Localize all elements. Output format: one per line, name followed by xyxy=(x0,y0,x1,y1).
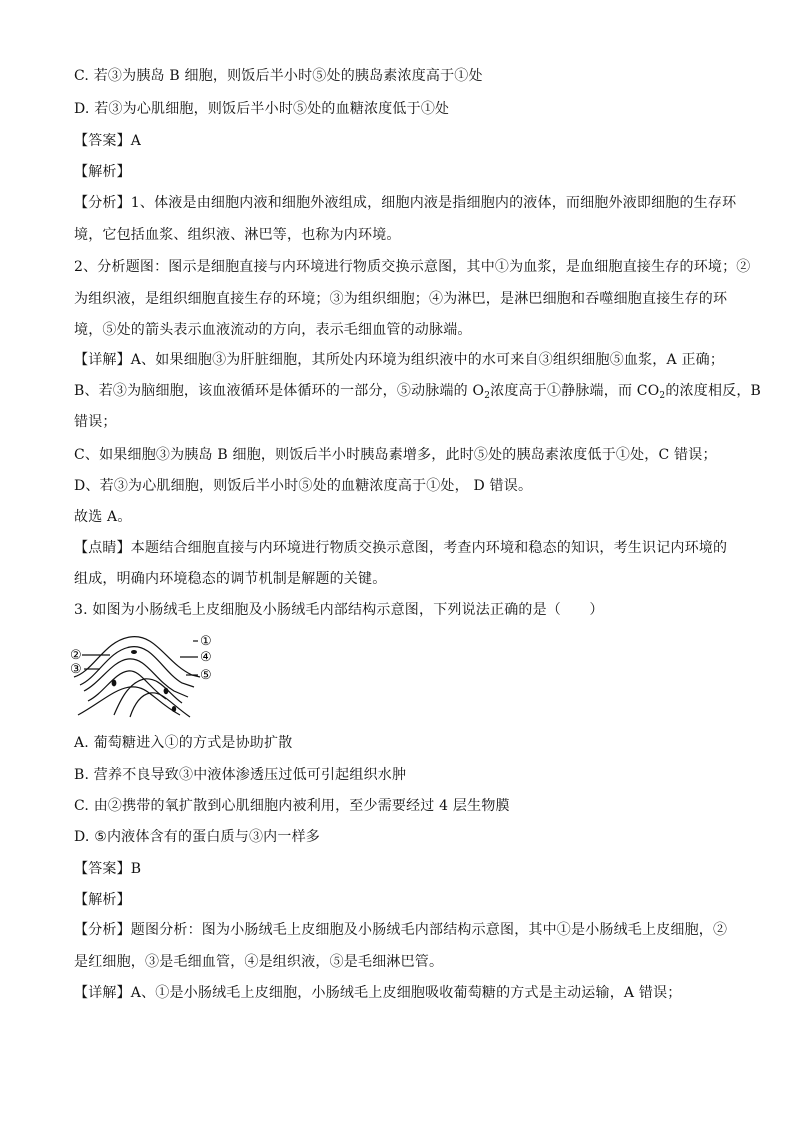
choose-line: 故选 A。 xyxy=(74,509,132,525)
label-1: ① xyxy=(200,634,212,649)
analysis-para-1b: 境，它包括血浆、组织液、淋巴等，也称为内环境。 xyxy=(74,227,401,243)
analysis-para-2b: 为组织液，是组织细胞直接生存的环境；③为组织细胞；④为淋巴，是淋巴细胞和吞噬细胞直接生存的环 xyxy=(74,291,728,307)
analysis-label: 【解析】 xyxy=(74,892,131,908)
detail-b-sub2: 2 xyxy=(659,391,666,401)
detail-a: 【详解】A、如果细胞③为肝脏细胞，其所处内环境为组织液中的水可来自③组织细胞⑤血浆，A 正确； xyxy=(74,352,725,368)
analysis-q3-a: 【分析】题图分析：图为小肠绒毛上皮细胞及小肠绒毛内部结构示意图，其中①是小肠绒毛上皮细胞，② xyxy=(74,922,728,938)
label-4: ④ xyxy=(200,650,212,665)
option-c-prev: C. 若③为胰岛 B 细胞，则饭后半小时⑤处的胰岛素浓度高于①处 xyxy=(74,68,483,84)
label-3: ③ xyxy=(70,662,82,677)
detail-b-post: 的浓度相反，B xyxy=(665,383,762,399)
label-5: ⑤ xyxy=(200,668,212,683)
analysis-para-1a: 【分析】1、体液是由细胞内液和细胞外液组成，细胞内液是指细胞内的液体，而细胞外液即细胞的生存环 xyxy=(74,195,737,211)
villus-diagram xyxy=(70,631,218,719)
detail-q3-a: 【详解】A、①是小肠绒毛上皮细胞，小肠绒毛上皮细胞吸收葡萄糖的方式是主动运输，A 错误； xyxy=(74,985,682,1001)
detail-b-pre: B、若③为脑细胞，该血液循环是体循环的一部分，⑤动脉端的 O xyxy=(74,383,485,399)
label-2: ② xyxy=(70,648,82,663)
comment-b: 组成，明确内环境稳态的调节机制是解题的关键。 xyxy=(74,571,387,587)
comment-a: 【点睛】本题结合细胞直接与内环境进行物质交换示意图，考查内环境和稳态的知识，考生识记内环境的 xyxy=(74,540,728,556)
option-a: A. 葡萄糖进入①的方式是协助扩散 xyxy=(74,735,293,751)
option-c: C. 由②携带的氧扩散到心肌细胞内被利用，至少需要经过 4 层生物膜 xyxy=(74,798,510,814)
detail-b-mid: 浓度高于①静脉端，而 CO xyxy=(490,383,660,399)
option-d-prev: D. 若③为心肌细胞，则饭后半小时⑤处的血糖浓度低于①处 xyxy=(74,101,450,117)
detail-c: C、如果细胞③为胰岛 B 细胞，则饭后半小时胰岛素增多，此时⑤处的胰岛素浓度低于①处，C 错误； xyxy=(74,447,717,463)
answer-label-prev: 【答案】A xyxy=(74,133,142,149)
analysis-para-2c: 境，⑤处的箭头表示血液流动的方向，表示毛细血管的动脉端。 xyxy=(74,322,472,338)
analysis-label-prev: 【解析】 xyxy=(74,164,131,180)
analysis-q3-b: 是红细胞，③是毛细血管，④是组织液，⑤是毛细淋巴管。 xyxy=(74,954,444,970)
detail-d: D、若③为心肌细胞，则饭后半小时⑤处的血糖浓度高于①处， D 错误。 xyxy=(74,478,533,494)
detail-b-sub1: 2 xyxy=(484,391,491,401)
analysis-para-2a: 2、分析题图：图示是细胞直接与内环境进行物质交换示意图，其中①为血浆，是血细胞直接生存的环境；② xyxy=(74,259,751,275)
detail-b xyxy=(74,382,762,401)
answer-label: 【答案】B xyxy=(74,861,142,877)
detail-b-cont: 错误； xyxy=(74,414,117,430)
option-d: D. ⑤内液体含有的蛋白质与③内一样多 xyxy=(74,829,320,845)
option-b: B. 营养不良导致③中液体渗透压过低可引起组织水肿 xyxy=(74,767,407,783)
question-3: 3. 如图为小肠绒毛上皮细胞及小肠绒毛内部结构示意图，下列说法正确的是（ ） xyxy=(74,602,604,618)
